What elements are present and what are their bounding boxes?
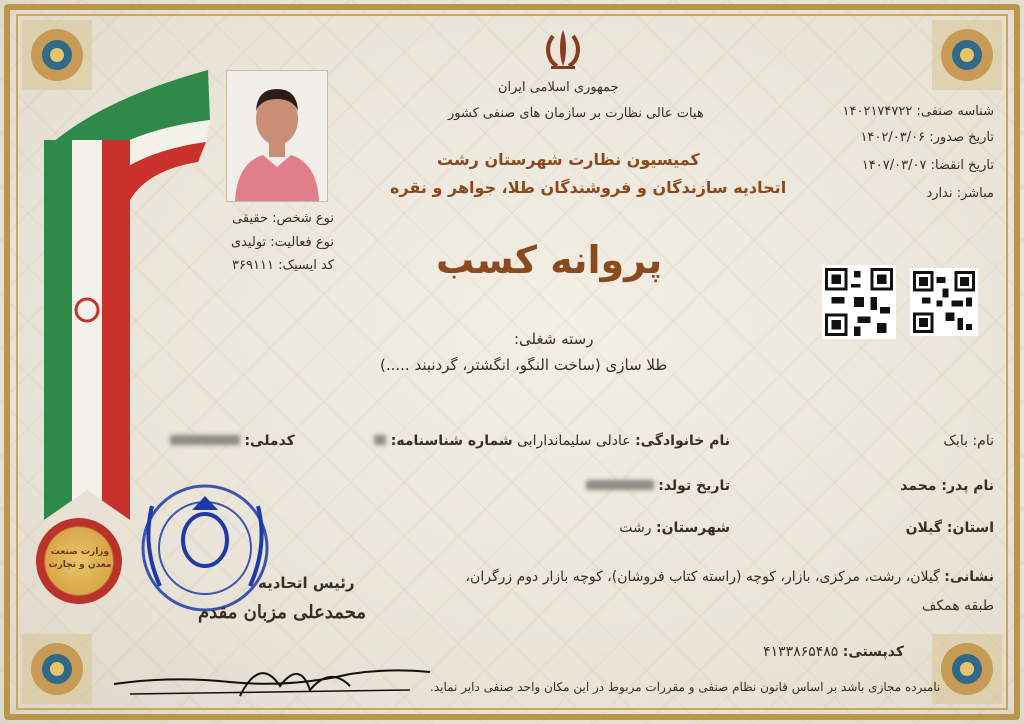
postal-code-row — [763, 644, 904, 660]
national-code-row — [170, 433, 295, 449]
footer-note: نامبرده مجازی باشد بر اساس قانون نظام صنفی و مقررات مربوط در این مکان واحد صنفی دایر نماید. — [430, 680, 941, 694]
birth-date-row — [586, 478, 730, 494]
expiry-date: تاریخ انقضا: ۱۴۰۷/۰۳/۰۷ — [861, 158, 994, 173]
postal-code-value: ۴۱۳۳۸۶۵۴۸۵ — [763, 644, 839, 660]
signatory-title: رئیس اتحادیه — [258, 574, 355, 592]
business-category-label: رسته شغلی: — [514, 330, 594, 348]
city-value: رشت — [619, 520, 652, 536]
guild-id: شناسه صنفی: ۱۴۰۲۱۷۴۷۲۲ — [842, 104, 994, 119]
corner-ornament-icon — [18, 630, 96, 708]
address-label: نشانی: — [944, 569, 994, 585]
page-title: پروانه کسب — [436, 238, 663, 282]
national-code-label: کدملی: — [244, 433, 295, 449]
id-number-redacted — [374, 435, 386, 445]
father-name: نام پدر: محمد — [900, 478, 994, 494]
city-row — [619, 520, 730, 536]
national-code-redacted — [170, 435, 240, 445]
issue-date: تاریخ صدور: ۱۴۰۲/۰۳/۰۶ — [860, 130, 994, 145]
ministry-seal-text: وزارت صنعت معدن و تجارت — [48, 547, 112, 570]
first-name: نام: بابک — [943, 433, 994, 449]
birth-date-label: تاریخ تولد: — [658, 478, 730, 494]
flag-ribbon-icon — [38, 60, 218, 530]
last-name-value: عادلی سلیماندارابی — [517, 433, 631, 449]
holder-photo — [226, 70, 328, 202]
city-label: شهرستان: — [655, 520, 730, 536]
isic-code: کد ایسیک: ۳۶۹۱۱۱ — [232, 258, 334, 273]
manager-field: مباشر: ندارد — [926, 186, 994, 201]
iran-emblem-icon — [541, 26, 585, 72]
province: استان: گیلان — [905, 520, 994, 536]
business-category-value: طلا سازی (ساخت النگو، انگشتر، گردنبند .....) — [380, 356, 668, 374]
last-name-label: نام خانوادگی: — [635, 433, 730, 449]
country-name: جمهوری اسلامی ایران — [498, 80, 619, 95]
address-line-1: گیلان، رشت، مرکزی، بازار، کوچه (راسته کتاب فروشان)، کوچه بازار دوم زرگران، — [465, 569, 940, 585]
address-row — [466, 569, 994, 585]
corner-ornament-icon — [928, 16, 1006, 94]
last-name-row — [374, 433, 730, 449]
activity-type: نوع فعالیت: تولیدی — [230, 235, 334, 250]
signatory-name: محمدعلی مزبان مقدم — [198, 602, 366, 623]
qr-code-icon — [910, 268, 978, 336]
postal-code-label: کدپستی: — [842, 644, 904, 660]
person-type: نوع شخص: حقیقی — [232, 211, 334, 226]
board-name: هیات عالی نظارت بر سازمان های صنفی کشور — [448, 106, 704, 121]
handwritten-signature-icon — [110, 646, 440, 702]
qr-code-icon — [822, 265, 896, 339]
address-line-2: طبقه همکف — [921, 598, 994, 614]
birth-date-redacted — [586, 480, 654, 490]
commission-name: کمیسیون نظارت شهرستان رشت — [437, 150, 700, 169]
id-number-label: شماره شناسنامه: — [390, 433, 513, 449]
union-name: اتحادیه سازندگان و فروشندگان طلا، جواهر و نقره — [390, 178, 787, 197]
corner-ornament-icon — [928, 630, 1006, 708]
